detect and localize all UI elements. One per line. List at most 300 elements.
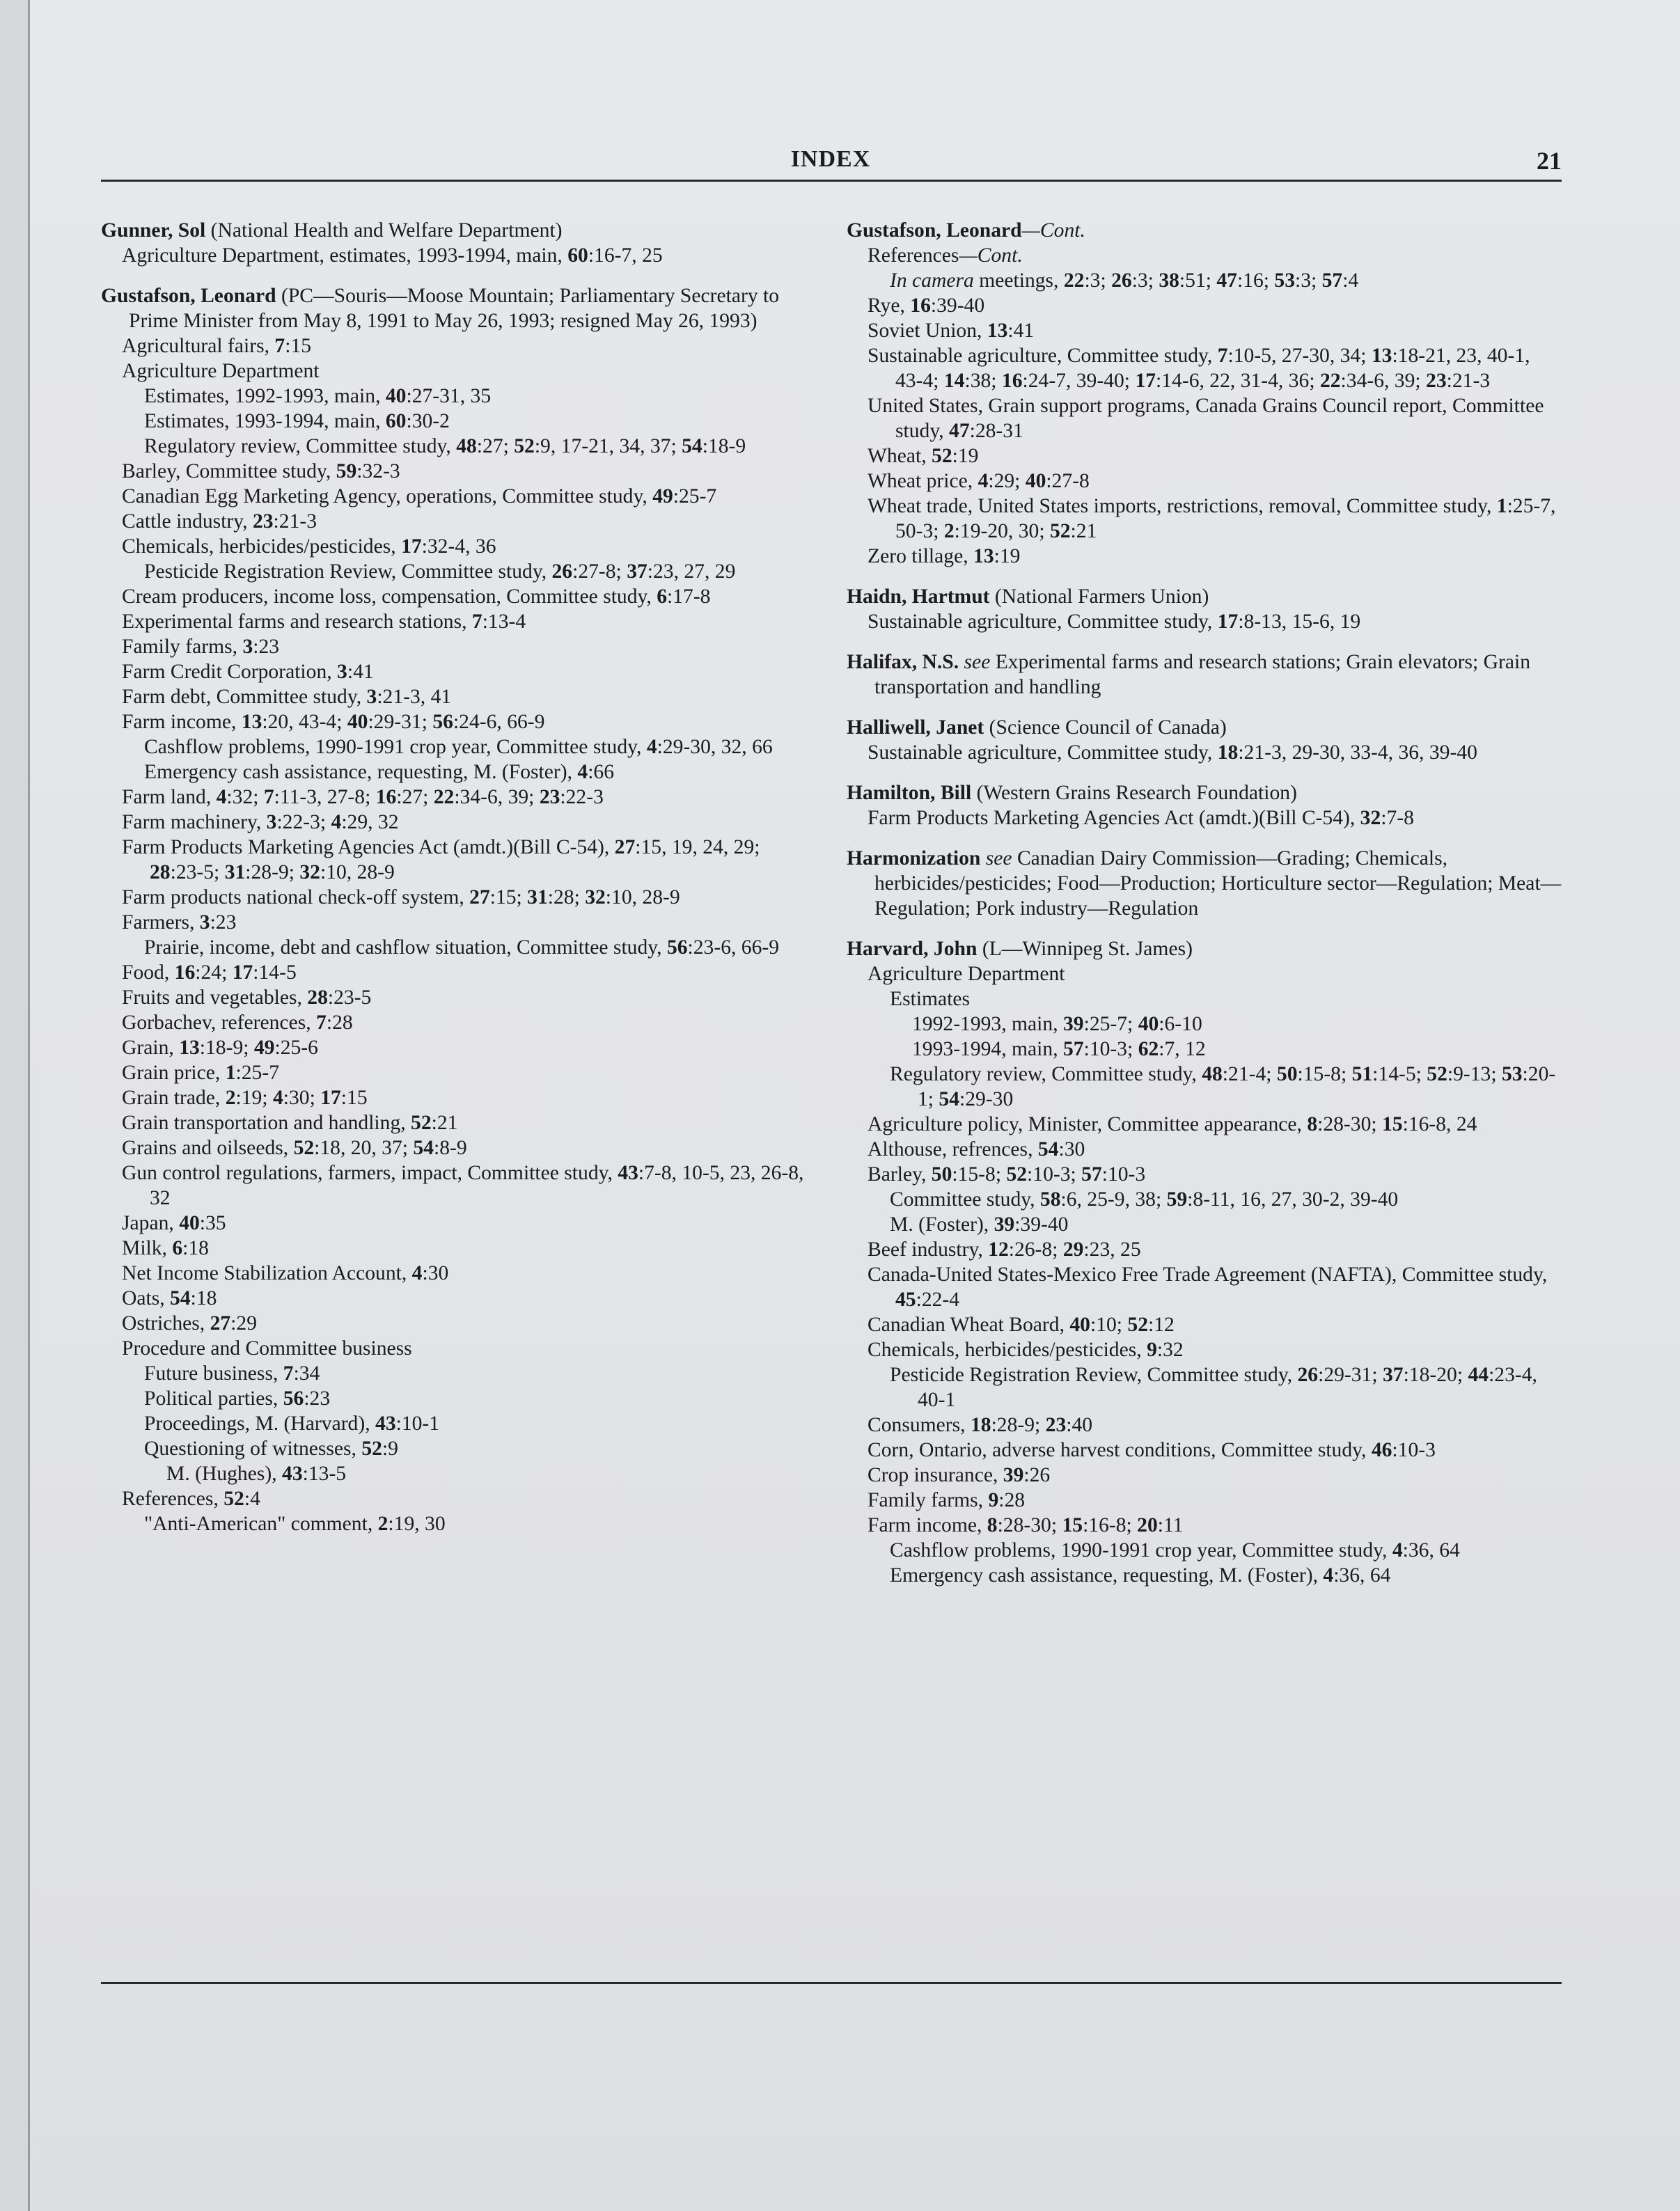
index-text: :8-13, 15-6, 19 <box>1238 611 1361 633</box>
index-entry <box>847 846 1562 921</box>
issue-number: 18 <box>970 1414 991 1436</box>
issue-number: 18 <box>1217 741 1239 764</box>
issue-number: 12 <box>988 1238 1009 1261</box>
index-subentry <box>890 986 1562 1012</box>
index-text: :23, 27, 29 <box>647 560 736 583</box>
index-text: :38; <box>964 370 1002 392</box>
issue-number: 62 <box>1138 1038 1159 1060</box>
issue-number: 40 <box>179 1212 200 1234</box>
index-subentry <box>890 1187 1562 1212</box>
issue-number: 17 <box>1135 370 1156 392</box>
index-text: Farm income, <box>122 711 242 733</box>
index-subentry <box>122 534 810 559</box>
index-subentry <box>890 1538 1562 1563</box>
index-subentry <box>122 709 810 734</box>
issue-number: 54 <box>939 1088 960 1110</box>
index-heading <box>101 283 810 333</box>
issue-number: 1 <box>1496 495 1507 517</box>
issue-number: 60 <box>567 244 588 267</box>
index-heading <box>847 715 1562 740</box>
issue-number: 7 <box>263 786 274 808</box>
index-text: Sustainable agriculture, Committee study, <box>868 611 1218 633</box>
issue-number: 13 <box>241 711 262 733</box>
issue-number: 46 <box>1371 1439 1392 1461</box>
issue-number: 23 <box>252 510 274 533</box>
issue-number: 57 <box>1321 269 1343 292</box>
index-text: :21-3, 29-30, 33-4, 36, 39-40 <box>1238 741 1477 764</box>
index-text: Farm income, <box>868 1514 987 1536</box>
issue-number: Hamilton, Bill <box>847 782 972 804</box>
index-text: :39-40 <box>1014 1213 1069 1236</box>
index-text: :8-9 <box>433 1137 467 1159</box>
issue-number: 39 <box>1003 1464 1024 1486</box>
index-subentry <box>868 1162 1562 1187</box>
issue-number: 37 <box>627 560 647 583</box>
index-text: :15-8; <box>952 1163 1007 1186</box>
index-text: Wheat trade, United States imports, restrictions, removal, Committee study, <box>868 495 1497 517</box>
index-text: :30; <box>283 1087 321 1109</box>
index-text: :6-10 <box>1159 1013 1202 1035</box>
index-subentry <box>868 343 1562 393</box>
index-text: Estimates, 1992-1993, main, <box>144 385 386 407</box>
index-text: :30-2 <box>406 410 450 432</box>
index-subentry <box>122 634 810 659</box>
index-heading <box>847 218 1562 243</box>
index-text: :26-8; <box>1008 1238 1063 1261</box>
index-subentry <box>868 1513 1562 1538</box>
index-text: :17-8 <box>667 585 711 608</box>
issue-number: 3 <box>366 686 377 708</box>
issue-number: 52 <box>1049 520 1071 542</box>
index-text: :40 <box>1066 1414 1093 1436</box>
issue-number: 16 <box>1001 370 1023 392</box>
index-text: —Cont. <box>959 244 1023 267</box>
issue-number: 22 <box>433 786 455 808</box>
issue-number: 16 <box>174 961 196 984</box>
index-subentry <box>868 1312 1562 1337</box>
index-text: Agricultural fairs, <box>122 335 275 357</box>
index-text: :18-20; <box>1403 1364 1468 1386</box>
index-text: :15, 19, 24, 29; <box>635 836 760 858</box>
page-number: 21 <box>1537 147 1562 175</box>
index-text: Canadian Egg Marketing Agency, operations, Committee study, <box>122 485 653 507</box>
index-text: :18-21, 23, 40-1, 43-4; <box>895 345 1530 392</box>
index-text: :25-7 <box>235 1062 279 1084</box>
index-text: :21 <box>1070 520 1097 542</box>
issue-number: Gustafson, Leonard <box>101 285 276 307</box>
index-text: :24-7, 39-40; <box>1022 370 1136 392</box>
index-text: :16; <box>1237 269 1275 292</box>
index-subentry <box>144 760 810 785</box>
index-text: :21-4; <box>1222 1063 1277 1085</box>
issue-number: 4 <box>577 761 588 783</box>
index-text: :36, 64 <box>1402 1539 1460 1561</box>
index-text: :30 <box>1058 1138 1085 1160</box>
index-text: :21 <box>431 1112 458 1134</box>
index-text: :29-31; <box>368 711 433 733</box>
index-entry <box>101 283 810 1536</box>
index-text: Committee study, <box>890 1188 1040 1211</box>
issue-number: 13 <box>1371 345 1392 367</box>
index-text: :13-4 <box>482 611 526 633</box>
index-subentry <box>122 910 810 935</box>
issue-number: Harmonization <box>847 847 981 870</box>
index-text: Barley, Committee study, <box>122 460 336 482</box>
index-text: :16-8; <box>1083 1514 1138 1536</box>
index-subentry <box>122 1236 810 1261</box>
issue-number: 49 <box>652 485 673 507</box>
index-text: :14-6, 22, 31-4, 36; <box>1156 370 1320 392</box>
index-subentry <box>122 1060 810 1085</box>
issue-number: 51 <box>1351 1063 1373 1085</box>
issue-number: 52 <box>514 435 535 457</box>
index-subentry <box>144 1511 810 1536</box>
index-text: Soviet Union, <box>868 320 987 342</box>
issue-number: 50 <box>931 1163 952 1186</box>
issue-number: 32 <box>585 886 606 908</box>
index-text: :23 <box>304 1387 331 1410</box>
index-text: :51; <box>1179 269 1217 292</box>
index-text: References <box>868 244 959 267</box>
index-subentry <box>868 1413 1562 1438</box>
issue-number: 7 <box>283 1362 294 1385</box>
issue-number: 7 <box>471 611 482 633</box>
issue-number: 38 <box>1159 269 1179 292</box>
index-text: Chemicals, herbicides/pesticides, <box>868 1339 1147 1361</box>
index-text: :29-30 <box>959 1088 1014 1110</box>
index-text: Milk, <box>122 1237 173 1259</box>
index-subentry <box>144 1386 810 1411</box>
index-text: (Western Grains Research Foundation) <box>971 782 1297 804</box>
index-subentry <box>122 1336 810 1361</box>
issue-number: 39 <box>1063 1013 1084 1035</box>
issue-number: Halliwell, Janet <box>847 716 984 739</box>
index-text: Beef industry, <box>868 1238 989 1261</box>
index-subentry <box>868 1112 1562 1137</box>
index-text: :4 <box>1342 269 1359 292</box>
index-subentry <box>868 243 1562 268</box>
index-subentry <box>868 961 1562 986</box>
index-text: :28-30; <box>1317 1113 1382 1135</box>
index-text: Net Income Stabilization Account, <box>122 1262 412 1284</box>
issue-number: 54 <box>413 1137 434 1159</box>
index-text: :29; <box>988 470 1026 492</box>
index-subentry <box>144 384 810 409</box>
index-subentry <box>122 684 810 709</box>
index-subentry <box>122 960 810 985</box>
index-text: :9 <box>382 1438 398 1460</box>
issue-number: 53 <box>1274 269 1295 292</box>
index-entry <box>847 584 1562 634</box>
index-text: :35 <box>199 1212 226 1234</box>
issue-number: 3 <box>266 811 277 833</box>
issue-number: 57 <box>1063 1038 1084 1060</box>
index-text: Future business, <box>144 1362 283 1385</box>
issue-number: 6 <box>657 585 667 608</box>
index-text: :27; <box>476 435 515 457</box>
index-column-left <box>101 218 810 1552</box>
index-text: :10, 28-9 <box>605 886 680 908</box>
index-entry <box>847 650 1562 700</box>
index-text: see <box>959 651 991 673</box>
index-text: :28; <box>547 886 586 908</box>
index-text: :29, 32 <box>341 811 399 833</box>
issue-number: 7 <box>316 1012 327 1034</box>
index-text: :34-6, 39; <box>454 786 540 808</box>
index-text: Agriculture Department <box>122 360 320 382</box>
issue-number: 17 <box>320 1087 341 1109</box>
index-text: Agriculture Department <box>868 963 1065 985</box>
index-subentry <box>868 318 1562 343</box>
index-text: :29-31; <box>1318 1364 1383 1386</box>
issue-number: 26 <box>551 560 573 583</box>
index-text: (National Farmers Union) <box>989 585 1209 608</box>
index-page <box>28 0 1680 2211</box>
index-subentry <box>868 609 1562 634</box>
issue-number: 48 <box>1202 1063 1223 1085</box>
index-text: :10-3 <box>1101 1163 1146 1186</box>
index-text: Estimates <box>890 988 971 1010</box>
index-text: :3; <box>1294 269 1322 292</box>
index-text: :19, 30 <box>388 1513 446 1535</box>
index-text: :27; <box>396 786 434 808</box>
index-text: Grain transportation and handling, <box>122 1112 411 1134</box>
index-text: :21-3 <box>1446 370 1491 392</box>
index-text: Japan, <box>122 1212 180 1234</box>
issue-number: 43 <box>618 1162 638 1184</box>
issue-number: 40 <box>385 385 407 407</box>
index-text: :16-7, 25 <box>588 244 663 267</box>
index-text: :24; <box>195 961 233 984</box>
issue-number: 26 <box>1297 1364 1319 1386</box>
index-text: Wheat, <box>868 445 932 467</box>
issue-number: 54 <box>170 1287 191 1309</box>
index-text: :27-8 <box>1046 470 1090 492</box>
index-text: Sustainable agriculture, Committee study, <box>868 741 1218 764</box>
issue-number: 40 <box>1025 470 1046 492</box>
index-subentry <box>122 1110 810 1135</box>
index-text: Cattle industry, <box>122 510 253 533</box>
footer-rule <box>101 1982 1562 1984</box>
issue-number: 4 <box>331 811 342 833</box>
issue-number: 52 <box>1427 1063 1447 1085</box>
index-text: :29 <box>230 1312 257 1335</box>
index-heading <box>847 650 1562 700</box>
issue-number: 4 <box>411 1262 423 1284</box>
index-text: Wheat price, <box>868 470 978 492</box>
issue-number: 59 <box>336 460 357 482</box>
index-text: Political parties, <box>144 1387 283 1410</box>
index-subentry <box>122 333 810 359</box>
index-text: :28-31 <box>969 420 1023 442</box>
index-subentry <box>868 443 1562 469</box>
index-text: :19; <box>235 1087 273 1109</box>
index-text: Emergency cash assistance, requesting, M. (Foster), <box>890 1564 1324 1587</box>
index-subentry <box>144 935 810 960</box>
index-text: Canadian Wheat Board, <box>868 1314 1070 1336</box>
index-text: Sustainable agriculture, Committee study, <box>868 345 1218 367</box>
index-text: :23 <box>210 911 237 934</box>
index-text: Family farms, <box>122 636 243 658</box>
issue-number: 54 <box>1037 1138 1059 1160</box>
header-rule <box>101 180 1562 182</box>
index-subentry <box>144 559 810 584</box>
index-text: :22-4 <box>916 1289 960 1311</box>
index-subentry <box>912 1012 1562 1037</box>
index-text: :9-13; <box>1447 1063 1502 1085</box>
index-text: Regulatory review, Committee study, <box>890 1063 1202 1085</box>
index-text: :19-20, 30; <box>954 520 1050 542</box>
index-text: Rye, <box>868 294 911 317</box>
index-heading <box>847 780 1562 805</box>
index-subentry <box>868 805 1562 831</box>
index-text: Canadian Dairy Commission—Grading; Chemicals, herbicides/pesticides; Food—Production; Horticulture sector—Regulation; Meat—Regulation; Pork industry—Regulation <box>874 847 1562 920</box>
index-text: Crop insurance, <box>868 1464 1003 1486</box>
index-text: :28 <box>998 1489 1026 1511</box>
issue-number: 9 <box>988 1489 999 1511</box>
issue-number: 6 <box>172 1237 183 1259</box>
issue-number: 16 <box>375 786 397 808</box>
issue-number: 4 <box>1392 1539 1403 1561</box>
index-subentry <box>122 785 810 810</box>
index-text: :25-7 <box>673 485 717 507</box>
index-text: Emergency cash assistance, requesting, M. (Foster), <box>144 761 578 783</box>
issue-number: 22 <box>1319 370 1341 392</box>
index-text: :23-6, 66-9 <box>687 936 780 959</box>
index-text: Gorbachev, references, <box>122 1012 317 1034</box>
index-text: Consumers, <box>868 1414 971 1436</box>
issue-number: 13 <box>179 1037 200 1059</box>
index-text: :36, 64 <box>1333 1564 1391 1587</box>
index-text: Ostriches, <box>122 1312 210 1335</box>
index-text: Agriculture policy, Minister, Committee appearance, <box>868 1113 1308 1135</box>
index-subentry <box>890 1362 1562 1413</box>
index-entry <box>847 715 1562 765</box>
issue-number: 37 <box>1382 1364 1404 1386</box>
index-text: :10-3; <box>1083 1038 1138 1060</box>
index-text: :14-5; <box>1372 1063 1427 1085</box>
issue-number: Halifax, N.S. <box>847 651 959 673</box>
index-subentry <box>912 1037 1562 1062</box>
index-entry <box>847 936 1562 1588</box>
index-text: "Anti-American" comment, <box>144 1513 378 1535</box>
index-subentry <box>122 359 810 384</box>
index-subentry <box>122 1211 810 1236</box>
index-text: :22-3 <box>560 786 604 808</box>
index-subentry <box>122 1286 810 1311</box>
index-text: (L—Winnipeg St. James) <box>977 938 1193 960</box>
index-subentry <box>166 1461 810 1486</box>
index-subentry <box>868 393 1562 443</box>
index-subentry <box>122 609 810 634</box>
index-subentry <box>144 1411 810 1436</box>
index-text: (PC—Souris—Moose Mountain; Parliamentary Secretary to Prime Minister from May 8, 1991 to May 26, 1993; resigned May 26, 1993) <box>129 285 780 332</box>
index-text: :10-3 <box>1392 1439 1436 1461</box>
index-text: Grain trade, <box>122 1087 226 1109</box>
index-text: :28 <box>326 1012 353 1034</box>
index-subentry <box>122 1135 810 1160</box>
index-subentry <box>868 740 1562 765</box>
index-text: :23, 25 <box>1083 1238 1141 1261</box>
index-text: Farm Products Marketing Agencies Act (amdt.)(Bill C-54), <box>122 836 615 858</box>
index-subentry <box>144 1436 810 1461</box>
index-text: (Science Council of Canada) <box>984 716 1227 739</box>
index-text: United States, Grain support programs, Canada Grains Council report, Committee study, <box>868 395 1544 442</box>
index-subentry <box>144 734 810 760</box>
issue-number: 28 <box>307 986 328 1009</box>
index-text: :25-7, 50-3; <box>895 495 1556 542</box>
index-text: :11-3, 27-8; <box>274 786 376 808</box>
issue-number: 14 <box>943 370 965 392</box>
index-text: :19 <box>952 445 979 467</box>
index-subentry <box>868 1337 1562 1362</box>
index-subentry <box>868 469 1562 494</box>
issue-number: 7 <box>274 335 285 357</box>
issue-number: 22 <box>1063 269 1085 292</box>
issue-number: 45 <box>895 1289 916 1311</box>
issue-number: 15 <box>1382 1113 1403 1135</box>
index-text: :15 <box>340 1087 368 1109</box>
index-text: :11 <box>1157 1514 1184 1536</box>
index-text: :18-9; <box>199 1037 254 1059</box>
index-subentry <box>868 1488 1562 1513</box>
index-text: :34-6, 39; <box>1340 370 1427 392</box>
index-subentry <box>868 293 1562 318</box>
index-text: :3; <box>1084 269 1112 292</box>
index-text: Corn, Ontario, adverse harvest conditions, Committee study, <box>868 1439 1372 1461</box>
index-subentry <box>122 243 810 268</box>
issue-number: Gustafson, Leonard <box>847 219 1022 242</box>
index-subentry <box>890 268 1562 293</box>
index-entry <box>101 218 810 268</box>
issue-number: 54 <box>682 435 702 457</box>
index-heading <box>847 846 1562 921</box>
index-subentry <box>122 509 810 534</box>
index-text: :19 <box>994 545 1021 567</box>
index-text: In camera <box>890 269 974 292</box>
issue-number: 23 <box>1426 370 1447 392</box>
index-text: :41 <box>1007 320 1035 342</box>
index-subentry <box>122 1010 810 1035</box>
index-text: :25-7; <box>1083 1013 1138 1035</box>
issue-number: 60 <box>385 410 407 432</box>
index-text: Althouse, refrences, <box>868 1138 1038 1160</box>
index-subentry <box>122 584 810 609</box>
issue-number: 32 <box>1360 807 1381 829</box>
index-text: Regulatory review, Committee study, <box>144 435 457 457</box>
index-text: (National Health and Welfare Department) <box>205 219 563 242</box>
issue-number: 2 <box>377 1513 388 1535</box>
index-heading <box>847 584 1562 609</box>
index-text: Fruits and vegetables, <box>122 986 308 1009</box>
index-text: Farm Credit Corporation, <box>122 661 338 683</box>
issue-number: 56 <box>432 711 453 733</box>
index-text: :21-3, 41 <box>377 686 452 708</box>
index-subentry <box>890 1563 1562 1588</box>
issue-number: 8 <box>1307 1113 1318 1135</box>
index-subentry <box>890 1212 1562 1237</box>
index-text: :12 <box>1148 1314 1175 1336</box>
page-title: INDEX <box>790 146 871 172</box>
index-text: :10-1 <box>395 1413 440 1435</box>
issue-number: 7 <box>1217 345 1228 367</box>
issue-number: 57 <box>1081 1163 1102 1186</box>
index-heading <box>847 936 1562 961</box>
index-subentry <box>868 544 1562 569</box>
index-text: 1993-1994, main, <box>912 1038 1063 1060</box>
index-text: Farm debt, Committee study, <box>122 686 367 708</box>
index-subentry <box>122 1160 810 1211</box>
